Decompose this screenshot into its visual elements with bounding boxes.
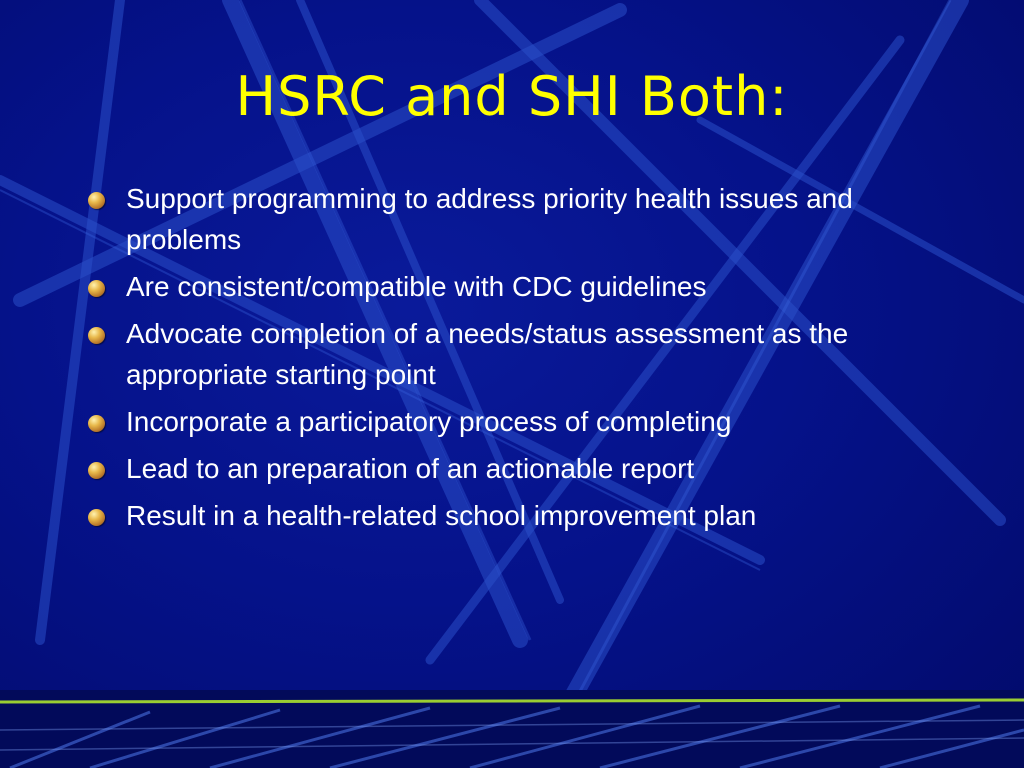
bullet-text: Lead to an preparation of an actionable report — [126, 453, 695, 484]
bullet-text: Incorporate a participatory process of completing — [126, 406, 732, 437]
slide-title: HSRC and SHI Both: — [235, 65, 789, 128]
bullet-text: Result in a health-related school improvement plan — [126, 500, 757, 531]
bullet-text: Advocate completion of a needs/status assessment as the appropriate starting point — [126, 318, 849, 390]
bullet-item — [88, 448, 928, 489]
gold-sphere-icon — [88, 327, 105, 344]
bullet-text: Are consistent/compatible with CDC guidelines — [126, 271, 707, 302]
gold-sphere-icon — [88, 509, 105, 526]
footer-rule — [0, 700, 1024, 702]
bullet-item — [88, 313, 928, 395]
bullet-item — [88, 401, 928, 442]
bullet-item — [88, 266, 928, 307]
footer-decoration — [0, 690, 1024, 768]
gold-sphere-icon — [88, 415, 105, 432]
bullet-item — [88, 495, 928, 536]
bullet-list — [88, 178, 928, 542]
bullet-item — [88, 178, 928, 260]
bullet-text: Support programming to address priority health issues and problems — [126, 183, 853, 255]
gold-sphere-icon — [88, 462, 105, 479]
gold-sphere-icon — [88, 280, 105, 297]
gold-sphere-icon — [88, 192, 105, 209]
